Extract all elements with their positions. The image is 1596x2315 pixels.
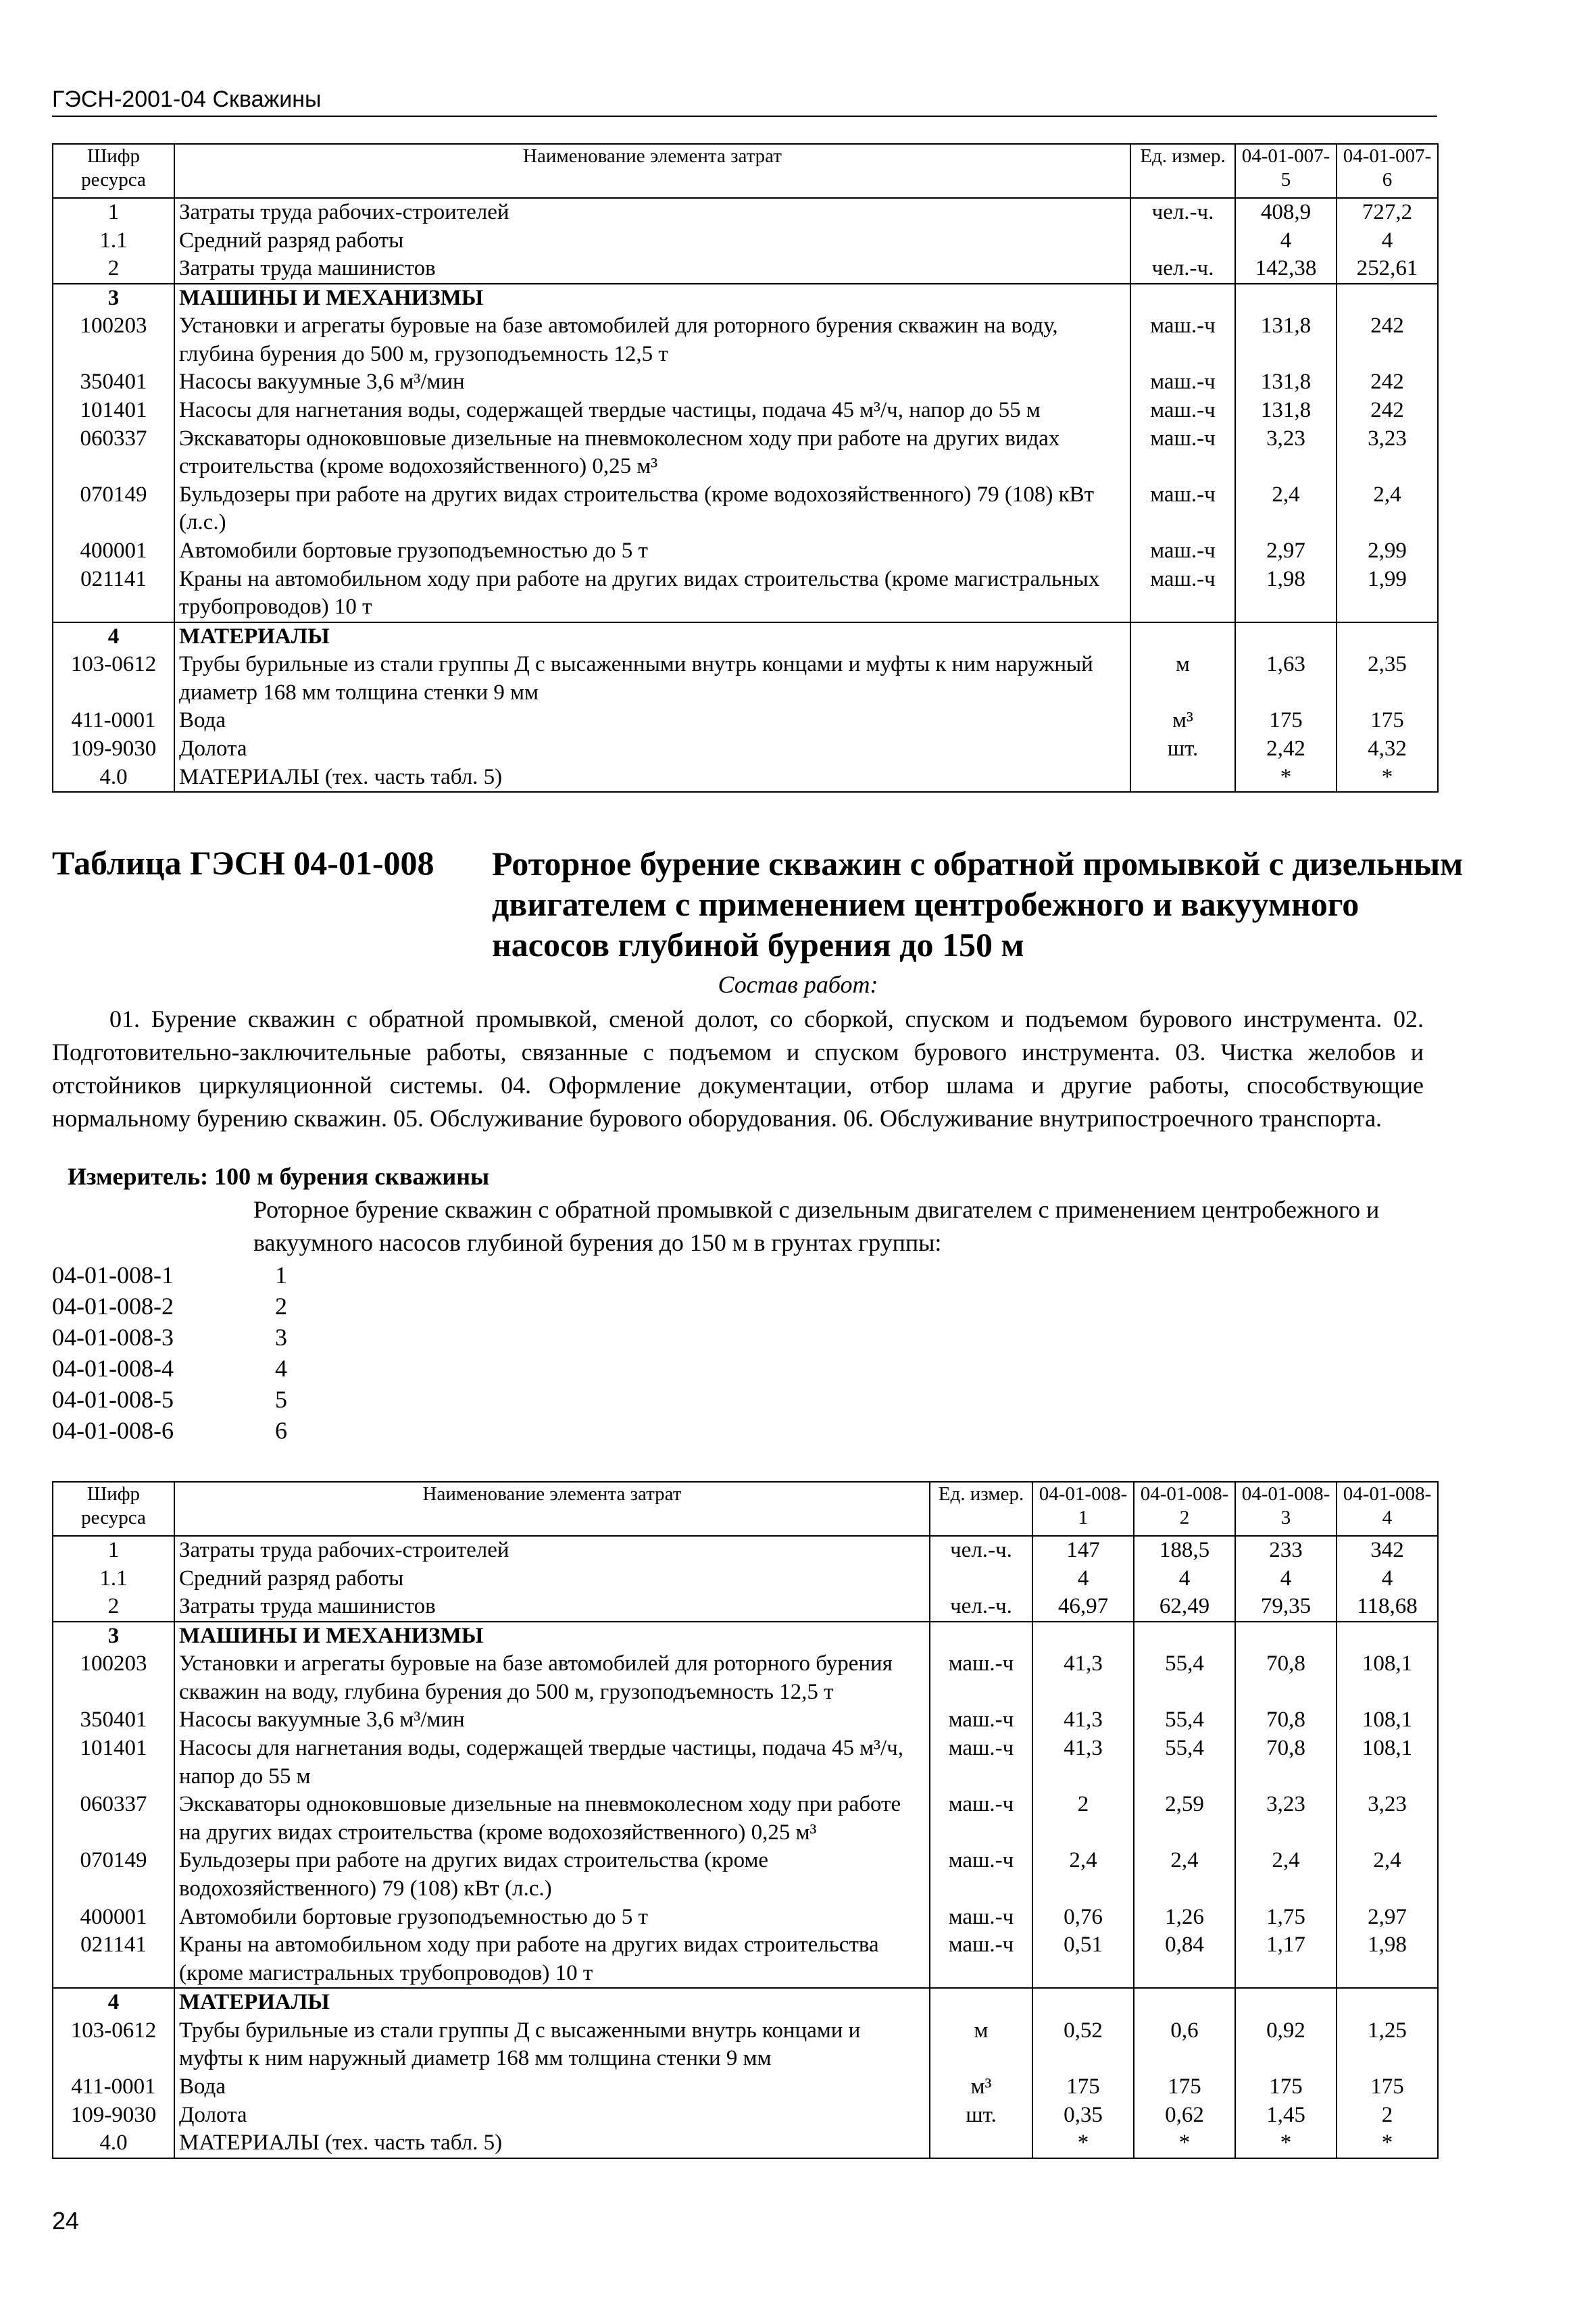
table-row	[53, 651, 1438, 707]
norm-value	[1337, 284, 1438, 313]
col-header-code: Шифр ресурса	[53, 1482, 174, 1536]
resource-code: 1	[53, 1536, 174, 1565]
resource-unit: маш.-ч	[930, 1650, 1032, 1706]
table-row	[53, 425, 1438, 481]
norm-value: 0,92	[1235, 2017, 1337, 2073]
resource-code: 103-0612	[53, 2017, 174, 2073]
table-row	[53, 1622, 1438, 1651]
norm-value: 0,51	[1032, 1931, 1134, 1988]
page-number: 24	[52, 2207, 80, 2235]
norm-code: 04-01-008-5	[52, 1386, 174, 1413]
resource-code: 1.1	[53, 227, 174, 255]
norm-value: 3,23	[1235, 1791, 1337, 1847]
norm-value: 108,1	[1337, 1706, 1438, 1735]
norm-value: 2	[1032, 1791, 1134, 1847]
table-row	[53, 198, 1438, 227]
soil-group: 2	[275, 1293, 287, 1320]
norm-value: 4	[1032, 1565, 1134, 1593]
norm-value: 3,23	[1337, 1791, 1438, 1847]
col-header-code: Шифр ресурса	[53, 144, 174, 198]
resource-code: 4	[53, 622, 174, 651]
norm-value: 342	[1337, 1536, 1438, 1565]
norm-value: *	[1337, 2129, 1438, 2158]
norm-value	[1337, 1622, 1438, 1651]
norm-value	[1032, 1988, 1134, 2017]
table-row	[53, 764, 1438, 793]
norm-value: 4	[1235, 1565, 1337, 1593]
table-row	[53, 1931, 1438, 1988]
norm-value	[1337, 1988, 1438, 2017]
norm-value: 108,1	[1337, 1735, 1438, 1791]
resource-code: 350401	[53, 1706, 174, 1735]
resource-unit: маш.-ч	[1130, 312, 1235, 368]
resource-unit	[1130, 764, 1235, 793]
resource-name: Затраты труда рабочих-строителей	[174, 1536, 930, 1565]
resource-code: 070149	[53, 481, 174, 537]
resource-name: Краны на автомобильном ходу при работе на других видах строительства (кроме магистральных трубопроводов) 10 т	[174, 1931, 930, 1988]
col-header-norm-4: 04-01-008-4	[1337, 1482, 1438, 1536]
resource-name: Вода	[174, 2073, 930, 2101]
table-row	[53, 1565, 1438, 1593]
norm-variant	[52, 1322, 287, 1353]
composition-text: 01. Бурение скважин с обратной промывкой, сменой долот, со сборкой, спуском и подъемом бурового инструмента. 02. Подготовительно-заключительные работы, связанные с подъемом и спуском бурового инструмента. 03. Чистка желобов и отстойников циркуляционной системы. 04. Оформление документации, отбор шлама и другие работы, способствующие нормальному бурению скважин. 05. Обслуживание бурового оборудования. 06. Обслуживание внутрипостроечного транспорта.	[52, 1005, 1424, 1132]
norm-value: 55,4	[1134, 1650, 1235, 1706]
resource-name: Бульдозеры при работе на других видах строительства (кроме водохозяйственного) 79 (108) кВт (л.с.)	[174, 1847, 930, 1903]
table-row	[53, 1706, 1438, 1735]
norm-value: 2,4	[1235, 1847, 1337, 1903]
norm-value: 252,61	[1337, 255, 1438, 284]
resource-unit: маш.-ч	[930, 1791, 1032, 1847]
norm-variant	[52, 1353, 287, 1384]
norm-value: 3,23	[1337, 425, 1438, 481]
norm-value: 1,26	[1134, 1903, 1235, 1932]
norm-variant	[52, 1415, 287, 1446]
table-row	[53, 368, 1438, 397]
resource-unit	[930, 1622, 1032, 1651]
norm-value: 242	[1337, 312, 1438, 368]
norm-value: 2,4	[1337, 1847, 1438, 1903]
norm-variant	[52, 1291, 287, 1322]
resource-name: Трубы бурильные из стали группы Д с высаженными внутрь концами и муфты к ним наружный диаметр 168 мм толщина стенки 9 мм	[174, 651, 1130, 707]
norm-value: 131,8	[1235, 312, 1337, 368]
table-body	[53, 198, 1438, 792]
norm-code: 04-01-008-4	[52, 1355, 174, 1382]
resource-table-007	[52, 143, 1439, 793]
resource-name: Насосы вакуумные 3,6 м³/мин	[174, 368, 1130, 397]
resource-unit: маш.-ч	[930, 1931, 1032, 1988]
norm-value: 2,4	[1032, 1847, 1134, 1903]
resource-unit: м	[930, 2017, 1032, 2073]
norm-value	[1235, 1988, 1337, 2017]
resource-code: 103-0612	[53, 651, 174, 707]
resource-unit: маш.-ч	[1130, 537, 1235, 566]
table-id: Таблица ГЭСН 04-01-008	[52, 844, 434, 882]
resource-name: Средний разряд работы	[174, 227, 1130, 255]
norm-value: 1,45	[1235, 2101, 1337, 2130]
norm-value: 0,76	[1032, 1903, 1134, 1932]
resource-name: Средний разряд работы	[174, 1565, 930, 1593]
resource-name: Автомобили бортовые грузоподъемностью до 5 т	[174, 537, 1130, 566]
resource-code: 400001	[53, 537, 174, 566]
resource-code: 109-9030	[53, 2101, 174, 2130]
norm-value: 4	[1134, 1565, 1235, 1593]
norm-value: 233	[1235, 1536, 1337, 1565]
resource-name: Бульдозеры при работе на других видах строительства (кроме водохозяйственного) 79 (108) кВт (л.с.)	[174, 481, 1130, 537]
norm-value: 1,98	[1337, 1931, 1438, 1988]
norm-value: *	[1134, 2129, 1235, 2158]
resource-unit: маш.-ч	[1130, 368, 1235, 397]
norm-value: 2,4	[1337, 481, 1438, 537]
norm-value	[1134, 1988, 1235, 2017]
norm-value	[1134, 1622, 1235, 1651]
resource-name: Экскаваторы одноковшовые дизельные на пневмоколесном ходу при работе на других видах строительства (кроме водохозяйственного) 0,25 м³	[174, 1791, 930, 1847]
norm-value: 55,4	[1134, 1735, 1235, 1791]
resource-code: 070149	[53, 1847, 174, 1903]
resource-unit: маш.-ч	[930, 1735, 1032, 1791]
norm-value: 0,62	[1134, 2101, 1235, 2130]
soil-group: 3	[275, 1324, 287, 1351]
resource-code: 400001	[53, 1903, 174, 1932]
norm-value: 2	[1337, 2101, 1438, 2130]
table-row	[53, 1593, 1438, 1622]
resource-name: Долота	[174, 2101, 930, 2130]
norm-value: 1,99	[1337, 566, 1438, 622]
resource-name: Насосы для нагнетания воды, содержащей твердые частицы, подача 45 м³/ч, напор до 55 м	[174, 397, 1130, 425]
table-row	[53, 1847, 1438, 1903]
resource-code: 1.1	[53, 1565, 174, 1593]
table-row	[53, 566, 1438, 622]
resource-unit: маш.-ч	[1130, 481, 1235, 537]
resource-name: Трубы бурильные из стали группы Д с высаженными внутрь концами и муфты к ним наружный диаметр 168 мм толщина стенки 9 мм	[174, 2017, 930, 2073]
resource-unit: чел.-ч.	[930, 1536, 1032, 1565]
table-row	[53, 227, 1438, 255]
norm-value: 70,8	[1235, 1706, 1337, 1735]
resource-code: 2	[53, 1593, 174, 1622]
norm-value: 175	[1337, 2073, 1438, 2101]
norm-value: *	[1337, 764, 1438, 793]
norm-value: 727,2	[1337, 198, 1438, 227]
resource-table-008	[52, 1481, 1439, 2159]
table-row	[53, 397, 1438, 425]
norm-variant	[52, 1384, 287, 1415]
norm-value: 4	[1337, 227, 1438, 255]
norm-value: *	[1032, 2129, 1134, 2158]
table-row	[53, 1791, 1438, 1847]
resource-name: МАШИНЫ И МЕХАНИЗМЫ	[174, 1622, 930, 1651]
col-header-norm-3: 04-01-008-3	[1235, 1482, 1337, 1536]
resource-code: 350401	[53, 368, 174, 397]
resource-unit: м	[1130, 651, 1235, 707]
norm-code: 04-01-008-1	[52, 1262, 174, 1289]
resource-code: 411-0001	[53, 2073, 174, 2101]
table-row	[53, 1650, 1438, 1706]
resource-unit: м³	[930, 2073, 1032, 2101]
resource-code: 101401	[53, 397, 174, 425]
norm-value: 4,32	[1337, 735, 1438, 764]
table-heading: Роторное бурение скважин с обратной промывкой с дизельным двигателем с применением центробежного и вакуумного насосов глубиной бурения до 150 м	[492, 845, 1464, 964]
table-row	[53, 2129, 1438, 2158]
resource-unit: м³	[1130, 707, 1235, 735]
norm-variant	[52, 1260, 287, 1291]
resource-code: 109-9030	[53, 735, 174, 764]
norm-value: 55,4	[1134, 1706, 1235, 1735]
norm-value	[1032, 1622, 1134, 1651]
table-row	[53, 707, 1438, 735]
resource-unit: маш.-ч	[930, 1847, 1032, 1903]
soil-group: 5	[275, 1386, 287, 1413]
resource-name: МАТЕРИАЛЫ (тех. часть табл. 5)	[174, 2129, 930, 2158]
norm-value	[1337, 622, 1438, 651]
norm-value: 131,8	[1235, 397, 1337, 425]
resource-unit: чел.-ч.	[930, 1593, 1032, 1622]
resource-name: Долота	[174, 735, 1130, 764]
resource-name: Установки и агрегаты буровые на базе автомобилей для роторного бурения скважин на воду, глубина бурения до 500 м, грузоподъемность 12,5 т	[174, 312, 1130, 368]
norm-value: 142,38	[1235, 255, 1337, 284]
col-header-name: Наименование элемента затрат	[174, 144, 1130, 198]
norm-value: 1,17	[1235, 1931, 1337, 1988]
norm-value: 175	[1235, 707, 1337, 735]
resource-code: 060337	[53, 425, 174, 481]
resource-name: Насосы вакуумные 3,6 м³/мин	[174, 1706, 930, 1735]
col-header-name: Наименование элемента затрат	[174, 1482, 930, 1536]
table-row	[53, 622, 1438, 651]
norm-value: 2,59	[1134, 1791, 1235, 1847]
col-header-norm-1: 04-01-007-5	[1235, 144, 1337, 198]
norm-value: 175	[1134, 2073, 1235, 2101]
norm-value	[1235, 622, 1337, 651]
norm-value: 2,4	[1235, 481, 1337, 537]
norm-value: 242	[1337, 397, 1438, 425]
resource-unit: маш.-ч	[1130, 397, 1235, 425]
resource-unit: чел.-ч.	[1130, 198, 1235, 227]
composition-label: Состав работ:	[718, 971, 878, 998]
norm-value: 41,3	[1032, 1735, 1134, 1791]
resource-code: 4.0	[53, 2129, 174, 2158]
resource-name: МАТЕРИАЛЫ	[174, 622, 1130, 651]
resource-unit: чел.-ч.	[1130, 255, 1235, 284]
norm-value: 0,6	[1134, 2017, 1235, 2073]
resource-unit	[1130, 227, 1235, 255]
table-row	[53, 1735, 1438, 1791]
resource-unit: маш.-ч	[930, 1903, 1032, 1932]
resource-name: МАТЕРИАЛЫ	[174, 1988, 930, 2017]
norm-value: 70,8	[1235, 1735, 1337, 1791]
col-header-norm-2: 04-01-007-6	[1337, 144, 1438, 198]
resource-unit	[930, 1565, 1032, 1593]
running-header: ГЭСН-2001-04 Скважины	[52, 86, 1437, 117]
norm-value: *	[1235, 2129, 1337, 2158]
norm-value: 2,35	[1337, 651, 1438, 707]
resource-name: Затраты труда рабочих-строителей	[174, 198, 1130, 227]
resource-name: МАШИНЫ И МЕХАНИЗМЫ	[174, 284, 1130, 313]
norm-value: 2,97	[1235, 537, 1337, 566]
resource-unit: маш.-ч	[930, 1706, 1032, 1735]
table-row	[53, 1988, 1438, 2017]
norm-intro: Роторное бурение скважин с обратной промывкой с дизельным двигателем с применением центробежного и вакуумного насосов глубиной бурения до 150 м в грунтах группы:	[253, 1196, 1380, 1256]
table-row	[53, 537, 1438, 566]
resource-name: Автомобили бортовые грузоподъемностью до 5 т	[174, 1903, 930, 1932]
norm-value: 188,5	[1134, 1536, 1235, 1565]
resource-code: 100203	[53, 312, 174, 368]
resource-code: 2	[53, 255, 174, 284]
resource-name: Вода	[174, 707, 1130, 735]
soil-group: 4	[275, 1355, 287, 1382]
resource-code: 4	[53, 1988, 174, 2017]
resource-unit: шт.	[1130, 735, 1235, 764]
table-row	[53, 284, 1438, 313]
norm-value: 242	[1337, 368, 1438, 397]
col-header-unit: Ед. измер.	[1130, 144, 1235, 198]
norm-value: 70,8	[1235, 1650, 1337, 1706]
norm-value: 408,9	[1235, 198, 1337, 227]
resource-code: 060337	[53, 1791, 174, 1847]
norm-value	[1235, 284, 1337, 313]
resource-unit	[1130, 284, 1235, 313]
resource-code: 100203	[53, 1650, 174, 1706]
table-row	[53, 1903, 1438, 1932]
resource-unit: маш.-ч	[1130, 566, 1235, 622]
resource-code: 3	[53, 284, 174, 313]
norm-value: 1,25	[1337, 2017, 1438, 2073]
norm-value: 1,75	[1235, 1903, 1337, 1932]
norm-value: 1,98	[1235, 566, 1337, 622]
resource-code: 3	[53, 1622, 174, 1651]
resource-code: 101401	[53, 1735, 174, 1791]
resource-unit: шт.	[930, 2101, 1032, 2130]
resource-name: Установки и агрегаты буровые на базе автомобилей для роторного бурения скважин на воду, глубина бурения до 500 м, грузоподъемность 12,5 т	[174, 1650, 930, 1706]
norm-value: 118,68	[1337, 1593, 1438, 1622]
resource-code: 1	[53, 198, 174, 227]
norm-value: 2,42	[1235, 735, 1337, 764]
norm-value: 147	[1032, 1536, 1134, 1565]
norm-value: 41,3	[1032, 1706, 1134, 1735]
norm-value: 1,63	[1235, 651, 1337, 707]
resource-unit	[1130, 622, 1235, 651]
norm-value: 0,52	[1032, 2017, 1134, 2073]
resource-unit: маш.-ч	[1130, 425, 1235, 481]
resource-unit	[930, 1988, 1032, 2017]
norm-value: 3,23	[1235, 425, 1337, 481]
resource-name: МАТЕРИАЛЫ (тех. часть табл. 5)	[174, 764, 1130, 793]
norm-variants-list	[52, 1260, 287, 1446]
col-header-norm-1: 04-01-008-1	[1032, 1482, 1134, 1536]
measurer: Измеритель: 100 м бурения скважины	[68, 1163, 490, 1190]
table-row	[53, 1536, 1438, 1565]
soil-group: 6	[275, 1417, 287, 1444]
soil-group: 1	[275, 1262, 287, 1289]
table-row	[53, 312, 1438, 368]
norm-value: 0,35	[1032, 2101, 1134, 2130]
norm-value: *	[1235, 764, 1337, 793]
norm-code: 04-01-008-6	[52, 1417, 174, 1444]
norm-value: 2,4	[1134, 1847, 1235, 1903]
norm-value: 175	[1235, 2073, 1337, 2101]
resource-code: 021141	[53, 566, 174, 622]
table-row	[53, 2101, 1438, 2130]
norm-value: 41,3	[1032, 1650, 1134, 1706]
resource-name: Насосы для нагнетания воды, содержащей твердые частицы, подача 45 м³/ч, напор до 55 м	[174, 1735, 930, 1791]
norm-value	[1235, 1622, 1337, 1651]
norm-code: 04-01-008-3	[52, 1324, 174, 1351]
table-row	[53, 255, 1438, 284]
norm-value: 131,8	[1235, 368, 1337, 397]
norm-value: 4	[1337, 1565, 1438, 1593]
table-row	[53, 2073, 1438, 2101]
resource-name: Затраты труда машинистов	[174, 255, 1130, 284]
norm-value: 62,49	[1134, 1593, 1235, 1622]
resource-name: Экскаваторы одноковшовые дизельные на пневмоколесном ходу при работе на других видах строительства (кроме водохозяйственного) 0,25 м³	[174, 425, 1130, 481]
table-body	[53, 1536, 1438, 2158]
table-row	[53, 2017, 1438, 2073]
resource-name: Краны на автомобильном ходу при работе на других видах строительства (кроме магистральных трубопроводов) 10 т	[174, 566, 1130, 622]
norm-value: 0,84	[1134, 1931, 1235, 1988]
resource-name: Затраты труда машинистов	[174, 1593, 930, 1622]
norm-value: 175	[1032, 2073, 1134, 2101]
norm-value: 2,97	[1337, 1903, 1438, 1932]
table-row	[53, 735, 1438, 764]
norm-value: 108,1	[1337, 1650, 1438, 1706]
col-header-unit: Ед. измер.	[930, 1482, 1032, 1536]
resource-code: 021141	[53, 1931, 174, 1988]
norm-code: 04-01-008-2	[52, 1293, 174, 1320]
norm-value: 4	[1235, 227, 1337, 255]
norm-value: 2,99	[1337, 537, 1438, 566]
norm-value: 175	[1337, 707, 1438, 735]
resource-code: 4.0	[53, 764, 174, 793]
norm-value: 46,97	[1032, 1593, 1134, 1622]
table-row	[53, 481, 1438, 537]
resource-unit	[930, 2129, 1032, 2158]
resource-code: 411-0001	[53, 707, 174, 735]
col-header-norm-2: 04-01-008-2	[1134, 1482, 1235, 1536]
norm-value: 79,35	[1235, 1593, 1337, 1622]
